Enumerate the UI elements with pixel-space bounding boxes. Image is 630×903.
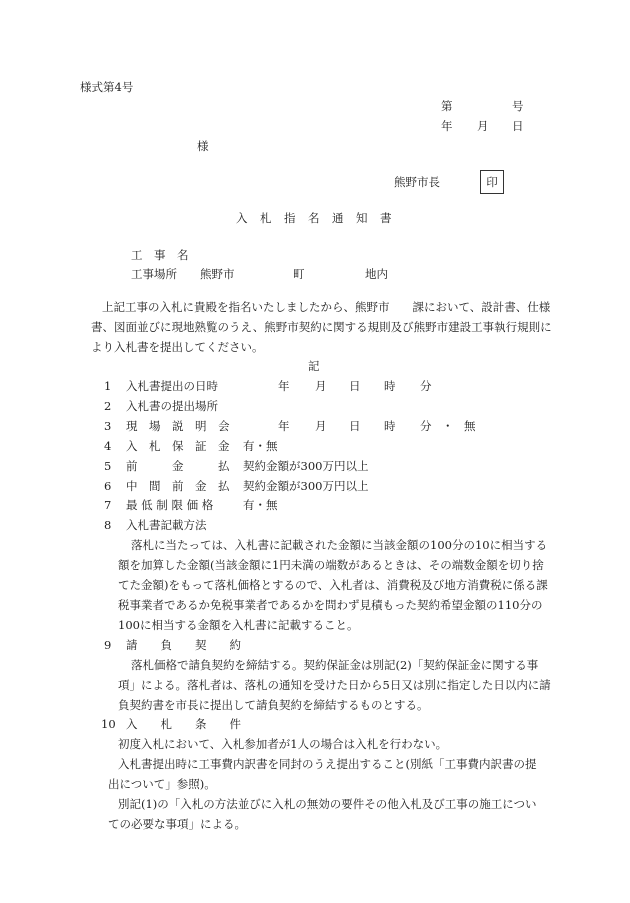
item-col: 年 bbox=[278, 379, 290, 393]
item-col: 日 bbox=[349, 379, 361, 393]
date-day: 日 bbox=[512, 119, 524, 133]
item-col: 月 bbox=[315, 379, 327, 393]
item10-line: ての必要な事項」による。 bbox=[108, 817, 246, 831]
item-number: 4 bbox=[104, 439, 112, 453]
date-month: 月 bbox=[477, 119, 489, 133]
item9-line: 落札価格で請負契約を締結する。契約保証金は別記(2)「契約保証金に関する事 bbox=[131, 658, 539, 672]
item-number: 9 bbox=[104, 638, 112, 652]
item-label: 最 低 制 限 価 格 bbox=[126, 498, 214, 512]
item-value: 有・無 bbox=[243, 498, 278, 512]
item10-line: 初度入札において、入札参加者が1人の場合は入札を行わない。 bbox=[118, 737, 448, 751]
item9-line: 負契約書を市長に提出して請負契約を締結するものとする。 bbox=[118, 698, 429, 712]
seal-box: 印 bbox=[480, 170, 504, 194]
item-number: 1 bbox=[104, 379, 112, 393]
item-number: 7 bbox=[104, 498, 112, 512]
item-col: 日 bbox=[349, 419, 361, 433]
item-number: 8 bbox=[104, 518, 112, 532]
item10-line: 入札書提出時に工事費内訳書を同封のうえ提出すること(別紙「工事費内訳書の提 bbox=[118, 757, 537, 771]
item-value: 契約金額が300万円以上 bbox=[243, 459, 369, 473]
item-label: 入 札 保 証 金 bbox=[126, 439, 230, 453]
item8-line: てた金額)をもって落札価格とするので、入札者は、消費税及び地方消費税に係る課 bbox=[118, 578, 548, 592]
document-title: 入 札 指 名 通 知 書 bbox=[236, 211, 392, 225]
item-label: 入 札 条 件 bbox=[126, 717, 241, 731]
intro-line-3: より入札書を提出してください。 bbox=[91, 340, 264, 354]
item-label: 請 負 契 約 bbox=[126, 638, 241, 652]
item-number: 2 bbox=[104, 399, 112, 413]
item-col: 時 bbox=[384, 379, 396, 393]
number-suffix: 号 bbox=[512, 99, 524, 113]
item-col: 無 bbox=[464, 419, 476, 433]
item-label: 入札書記載方法 bbox=[126, 518, 207, 532]
item-col: 時 bbox=[384, 419, 396, 433]
item-label: 入札書提出の日時 bbox=[126, 379, 218, 393]
item8-line: 落札に当たっては、入札書に記載された金額に当該金額の100分の10に相当する bbox=[131, 538, 548, 552]
intro-line-1: 上記工事の入札に貴殿を指名いたしましたから、熊野市 課において、設計書、仕様 bbox=[102, 300, 551, 314]
item-number: 10 bbox=[101, 717, 116, 731]
item-col: ・ bbox=[442, 419, 454, 433]
item-col: 分 bbox=[420, 379, 432, 393]
item8-line: 額を加算した金額(当該金額に1円未満の端数があるときは、その端数金額を切り捨 bbox=[118, 558, 544, 572]
project-place-machi: 町 bbox=[293, 267, 305, 281]
issuer-name: 熊野市長 bbox=[394, 175, 440, 189]
item-number: 5 bbox=[104, 459, 112, 473]
item-label: 現 場 説 明 会 bbox=[126, 419, 230, 433]
item-label: 前 金 払 bbox=[126, 459, 230, 473]
intro-line-2: 書、図面並びに現地熟覧のうえ、熊野市契約に関する規則及び熊野市建設工事執行規則に bbox=[91, 320, 552, 334]
project-name-label: 工 事 名 bbox=[131, 248, 189, 262]
number-prefix: 第 bbox=[441, 99, 453, 113]
project-place-city: 熊野市 bbox=[200, 267, 235, 281]
item8-line: 100に相当する金額を入札書に記載すること。 bbox=[118, 618, 359, 632]
item10-line: 別記(1)の「入札の方法並びに入札の無効の要件その他入札及び工事の施工につい bbox=[118, 797, 537, 811]
item-number: 3 bbox=[104, 419, 112, 433]
addressee-honorific: 様 bbox=[197, 139, 209, 153]
date-year: 年 bbox=[441, 119, 453, 133]
project-place-chinai: 地内 bbox=[365, 267, 388, 281]
item9-line: 項」による。落札者は、落札の通知を受けた日から5日又は別に指定した日以内に請 bbox=[118, 678, 551, 692]
ki-mark: 記 bbox=[308, 359, 320, 373]
item-col: 分 bbox=[420, 419, 432, 433]
project-place-label: 工事場所 bbox=[131, 267, 177, 281]
item-col: 月 bbox=[315, 419, 327, 433]
item-number: 6 bbox=[104, 479, 112, 493]
item-value: 契約金額が300万円以上 bbox=[243, 479, 369, 493]
item10-line: 出について」参照)。 bbox=[108, 777, 216, 791]
item-value: 有・無 bbox=[243, 439, 278, 453]
form-number: 様式第4号 bbox=[80, 80, 134, 94]
item8-line: 税事業者であるか免税事業者であるかを問わず見積もった契約希望金額の110分の bbox=[118, 598, 543, 612]
item-col: 年 bbox=[278, 419, 290, 433]
item-label: 中 間 前 金 払 bbox=[126, 479, 230, 493]
item-label: 入札書の提出場所 bbox=[126, 399, 218, 413]
